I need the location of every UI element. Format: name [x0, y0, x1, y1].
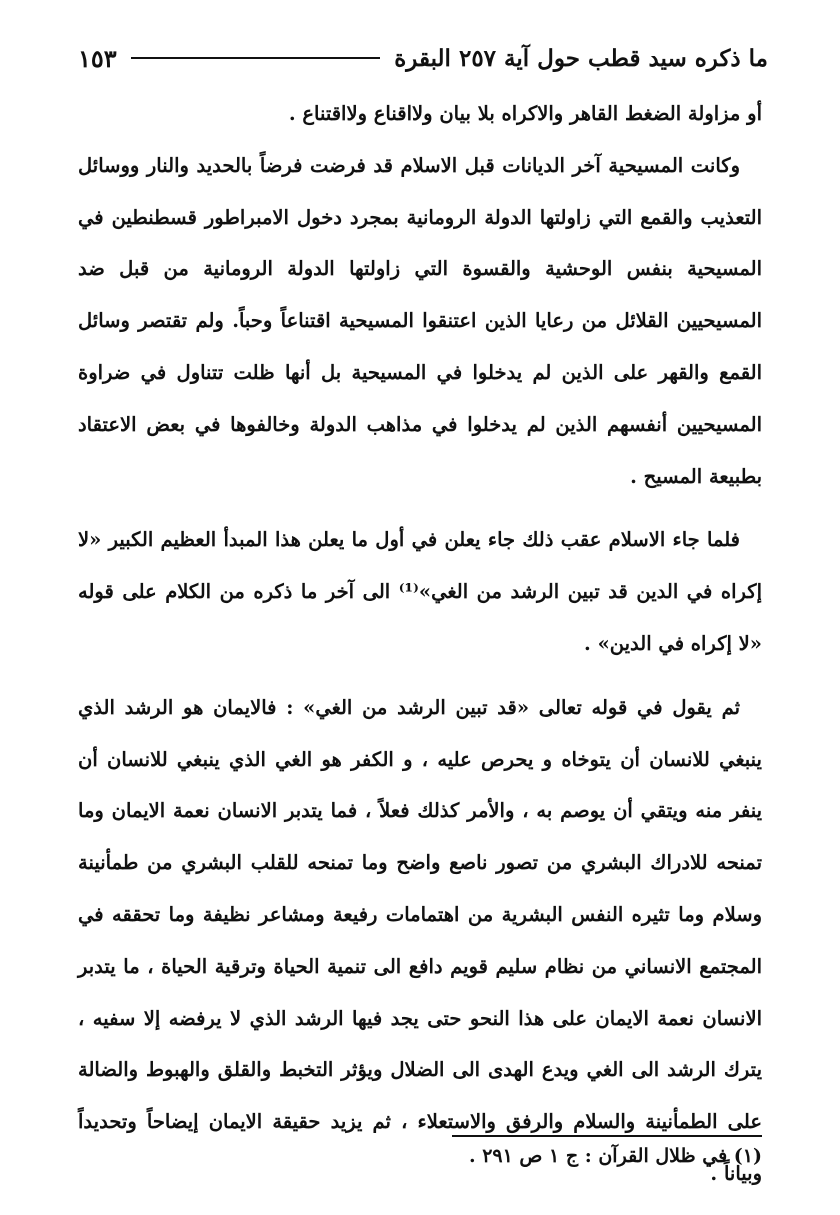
paragraph-2: وكانت المسيحية آخر الديانات قبل الاسلام قد فرضت فرضاً بالحديد والنار ووسائل التعذيب والقمع التي زاولتها الدولة الرومانية بمجرد دخول الامبراطور قسطنطين في المسيحية بنفس الوحشية والقسوة التي زاولتها الدولة الرومانية من قبل ضد المسيحيين القلائل من رعايا الذين اعتنقوا المسيحية اقتناعاً وحباً. ولم تقتصر وسائل القمع والقهر على الذين لم يدخلوا في المسيحية بل أنها ظلت تتناول في ضراوة المسيحيين أنفسهم الذين لم يدخلوا في مذاهب الدولة وخالفوها في بعض الاعتقاد بطبيعة المسيح . [78, 153, 762, 488]
running-header [78, 38, 768, 78]
footnote-separator [452, 1135, 762, 1137]
footnote: (١) في ظلال القرآن : ج ١ ص ٢٩١ . [468, 1145, 762, 1167]
main-text [78, 88, 762, 1200]
paragraph-1: أو مزاولة الضغط القاهر والاكراه بلا بيان ولااقناع ولااقتناع . [288, 102, 762, 125]
header-rule [131, 57, 381, 59]
paragraph-3: فلما جاء الاسلام عقب ذلك جاء يعلن في أول ما يعلن هذا المبدأ العظيم الكبير «لا إكراه في الدين قد تبين الرشد من الغي»⁽¹⁾ الى آخر ما ذكره من الكلام على قوله «لا إكراه في الدين» . [78, 528, 762, 655]
running-title: ما ذكره سيد قطب حول آية ٢٥٧ البقرة [394, 44, 768, 72]
paragraph-4: ثم يقول في قوله تعالى «قد تبين الرشد من الغي» : فالايمان هو الرشد الذي ينبغي للانسان أن يتوخاه و يحرص عليه ، و الكفر هو الغي الذي ينبغي للانسان أن ينفر منه ويتقي أن يوصم به ، والأمر كذلك فعلاً ، فما يتدبر الانسان نعمة الايمان وما تمنحه للادراك البشري من تصور ناصع واضح وما تمنحه للقلب البشري من طمأنينة وسلام وما تثيره النفس البشرية من اهتمامات رفيعة ومشاعر نظيفة وما تحققه في المجتمع الانساني من نظام سليم قويم دافع الى تنمية الحياة وترقية الحياة ، ما يتدبر الانسان نعمة الايمان على هذا النحو حتى يجد فيها الرشد الذي لا يرفضه إلا سفيه ، يترك الرشد الى الغي ويدع الهدى الى الضلال ويؤثر التخبط والقلق والهبوط والضالة على الطمأنينة والسلام والرفق والاستعلاء ، ثم يزيد حقيقة الايمان إيضاحاً وتحديداً وبياناً . [78, 695, 762, 1185]
page-number: ١٥٣ [78, 43, 117, 73]
